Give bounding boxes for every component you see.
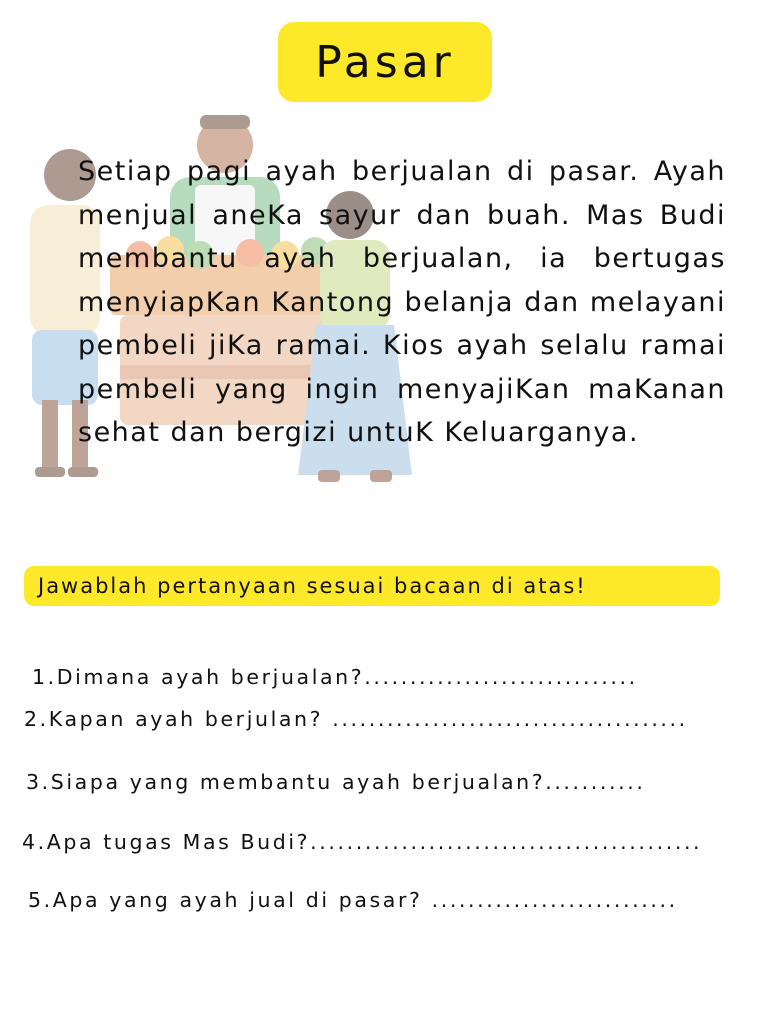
instruction-text: Jawablah pertanyaan sesuai bacaan di atas! bbox=[38, 574, 587, 598]
page-title: Pasar bbox=[315, 36, 455, 88]
reading-passage: Setiap pagi ayah berjualan di pasar. Ayah menjual aneKa sayur dan buah. Mas Budi membantu ayah berjualan, ia bertugas menyiapKan Kantong belanja dan melayani pembeli jiKa ramai. Kios ayah selalu ramai pembeli yang ingin menyajiKan maKanan sehat dan bergizi untuK Keluarganya. bbox=[78, 156, 726, 448]
instruction-banner bbox=[24, 566, 720, 606]
question-2: 2.Kapan ayah berjulan? ....................................... bbox=[24, 707, 688, 731]
title-banner bbox=[278, 22, 492, 102]
question-5: 5.Apa yang ayah jual di pasar? ........................... bbox=[28, 888, 678, 912]
question-3: 3.Siapa yang membantu ayah berjualan?........... bbox=[26, 770, 646, 794]
question-1: 1.Dimana ayah berjualan?.............................. bbox=[32, 665, 638, 689]
question-4: 4.Apa tugas Mas Budi?........................................... bbox=[22, 830, 703, 854]
